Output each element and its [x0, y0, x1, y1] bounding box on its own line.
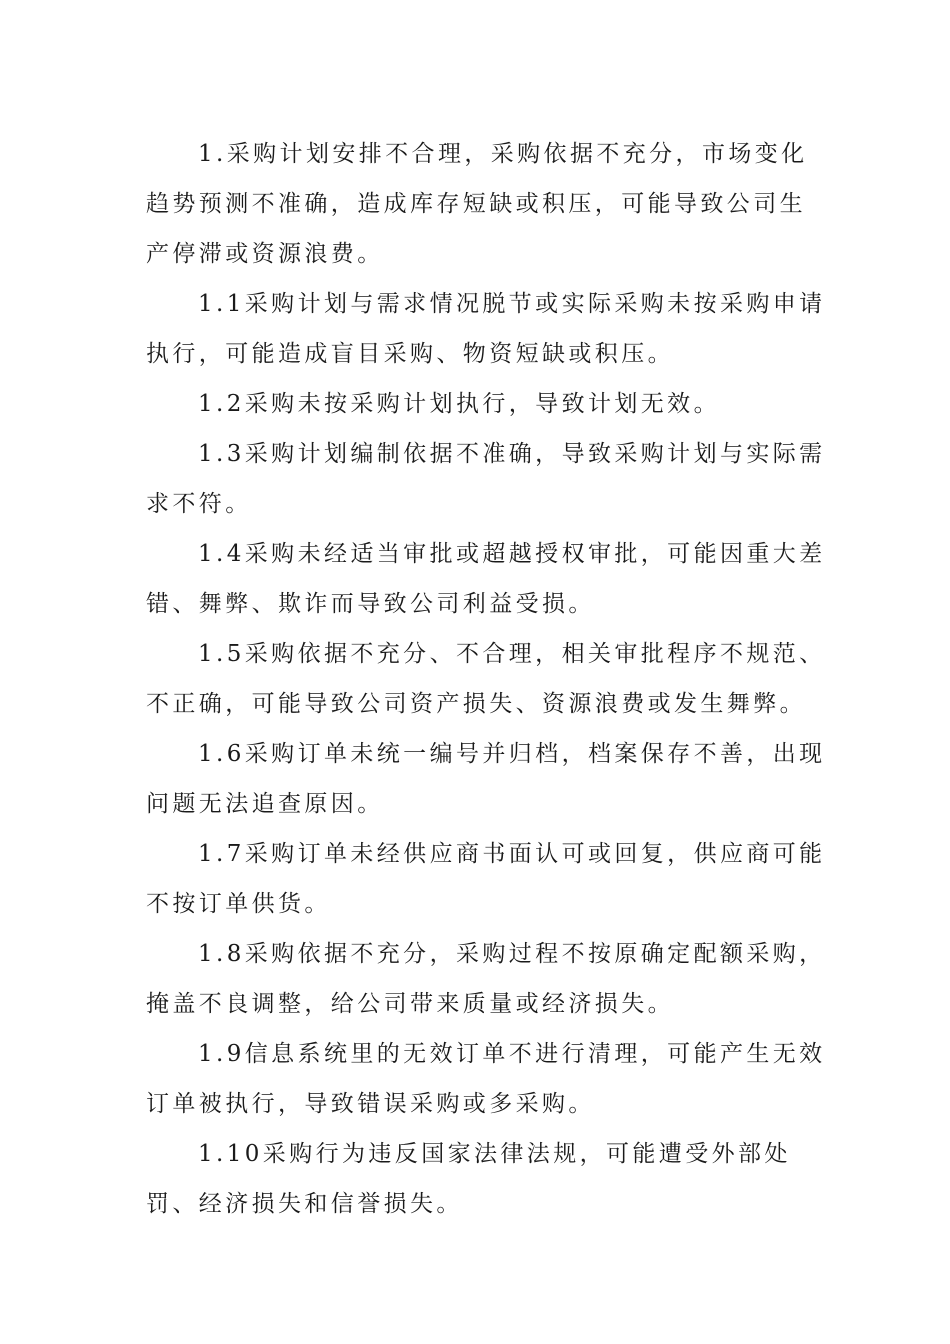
paragraph-1-10: 1.10采购行为违反国家法律法规，可能遭受外部处罚、经济损失和信誉损失。	[146, 1141, 791, 1217]
document-body	[146, 129, 826, 1229]
paragraph-1-6: 1.6采购订单未统一编号并归档，档案保存不善，出现问题无法追查原因。	[146, 741, 826, 817]
paragraph-1-5: 1.5采购依据不充分、不合理，相关审批程序不规范、不正确，可能导致公司资产损失、资源浪费或发生舞弊。	[146, 641, 826, 717]
paragraph-1-9: 1.9信息系统里的无效订单不进行清理，可能产生无效订单被执行，导致错误采购或多采购。	[146, 1041, 826, 1117]
paragraph-1-8: 1.8采购依据不充分，采购过程不按原确定配额采购，掩盖不良调整，给公司带来质量或经济损失。	[146, 941, 826, 1017]
paragraph-1-1: 1.1采购计划与需求情况脱节或实际采购未按采购申请执行，可能造成盲目采购、物资短缺或积压。	[146, 291, 826, 367]
paragraph-1-3: 1.3采购计划编制依据不准确，导致采购计划与实际需求不符。	[146, 441, 826, 517]
paragraph-1: 1.采购计划安排不合理，采购依据不充分，市场变化趋势预测不准确，造成库存短缺或积压，可能导致公司生产停滞或资源浪费。	[146, 141, 808, 267]
paragraph-1-4: 1.4采购未经适当审批或超越授权审批，可能因重大差错、舞弊、欺诈而导致公司利益受损。	[146, 541, 826, 617]
paragraph-1-7: 1.7采购订单未经供应商书面认可或回复，供应商可能不按订单供货。	[146, 841, 826, 917]
paragraph-1-2: 1.2采购未按采购计划执行，导致计划无效。	[198, 391, 720, 417]
